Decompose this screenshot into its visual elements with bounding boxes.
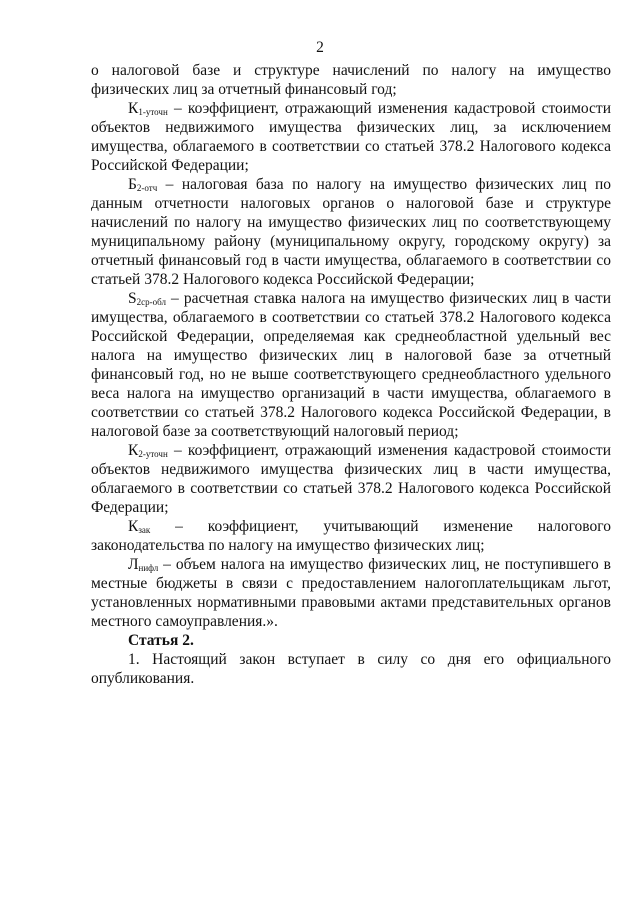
definition-b2-otch	[91, 175, 611, 289]
definition-subscript: 2ср-обл	[136, 297, 166, 307]
definition-symbol: К	[128, 518, 139, 535]
definition-symbol: S	[128, 290, 137, 307]
intro-continuation: о налоговой базе и структуре начислений по налогу на имущество физических лиц за отчетный финансовый год;	[91, 62, 611, 98]
definition-l-nifl	[91, 555, 611, 631]
definition-text: – объем налога на имущество физических лиц, не поступившего в местные бюджеты в связи с предоставлением налогоплательщикам льгот, установленных нормативными правовыми актами представительных органов местного самоуправления.».	[91, 556, 611, 630]
definition-k2-utochn	[91, 441, 611, 517]
definition-subscript: нифл	[138, 563, 159, 573]
definition-text: – расчетная ставка налога на имущество физических лиц в части имущества, облагаемого в соответствии со статьей 378.2 Налогового кодекса Российской Федерации, определяемая как среднеобластной удельный вес налога на имущество физических лиц в налоговой базе за отчетный финансовый год, но не выше соответствующего среднеобластного удельного веса налога на имущество организаций в части имущества, облагаемого в соответствии со статьей 378.2 Налогового кодекса Российской Федерации, в налоговой базе за соответствующий налоговый период;	[91, 290, 611, 440]
definition-text: – коэффициент, учитывающий изменение налогового законодательства по налогу на имущество физических лиц;	[91, 518, 611, 554]
definition-k-zak	[91, 517, 611, 555]
definition-text: – коэффициент, отражающий изменения кадастровой стоимости объектов недвижимого имущества физических лиц, за исключением имущества, облагаемого в соответствии со статьей 378.2 Налогового кодекса Российской Федерации;	[91, 100, 611, 174]
definition-text: – коэффициент, отражающий изменения кадастровой стоимости объектов недвижимого имущества физических лиц в части имущества, облагаемого в соответствии со статьей 378.2 Налогового кодекса Российской Федерации;	[91, 442, 611, 516]
definition-s2-sr-obl	[91, 289, 611, 441]
article-paragraph: 1. Настоящий закон вступает в силу со дня его официального опубликования.	[91, 651, 611, 687]
definition-text: – налоговая база по налогу на имущество физических лиц по данным отчетности налоговых органов о налоговой базе и структуре начислений по налогу на имущество физических лиц по соответствующему муниципальному району (муниципальному округу, городскому округу) за отчетный финансовый год в части имущества, облагаемого в соответствии со статьей 378.2 Налогового кодекса Российской Федерации;	[91, 176, 611, 288]
definition-symbol: К	[128, 442, 139, 459]
page-number: 2	[316, 39, 324, 56]
definition-symbol: Л	[128, 556, 139, 573]
definition-subscript: 2-отч	[136, 183, 158, 193]
article-heading: Статья 2.	[128, 632, 194, 649]
definition-k1-utochn	[91, 99, 611, 175]
definition-symbol: Б	[128, 176, 137, 193]
definition-symbol: К	[128, 100, 139, 117]
definition-subscript: 2-уточн	[138, 449, 168, 459]
definition-subscript: 1-уточн	[138, 107, 168, 117]
definition-subscript: зак	[138, 525, 151, 535]
document-body	[91, 61, 611, 688]
